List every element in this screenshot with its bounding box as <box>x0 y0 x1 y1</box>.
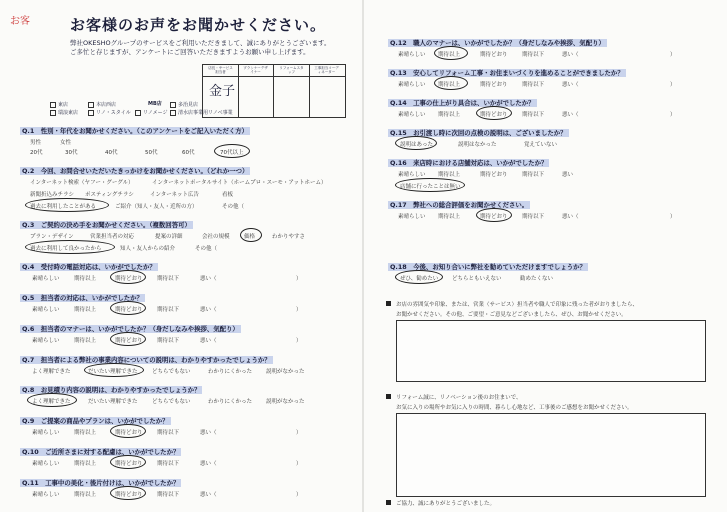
answer-option[interactable]: その他（ <box>195 246 218 252</box>
answer-option[interactable]: 悪い（ <box>562 52 579 58</box>
bracket-close: ） <box>296 492 302 498</box>
answer-option[interactable]: 素晴らしい <box>398 82 426 88</box>
answer-option[interactable]: 勧めたくない <box>520 276 554 282</box>
selection-circle <box>110 455 146 469</box>
stamp-col-4: 工事担当コーディネーター <box>314 66 339 74</box>
answer-option[interactable]: 店舗に行ったことは無い <box>400 184 461 190</box>
stamp-col-1: 店長・サービス担当者 <box>208 66 233 74</box>
question-13: Q.13 安心してリフォーム工事・お住まいづくりを進めることができましたか？ <box>390 69 624 77</box>
answer-option[interactable]: 説明はなかった <box>458 142 497 148</box>
shop-option: 清水店事業用リノベ事業 <box>178 110 233 116</box>
staff-name: 金子 <box>209 84 236 99</box>
question-2: Q.2 今回、お問合せいただいたきっかけをお聞かせください。（どれか一つ） <box>22 167 249 175</box>
answer-option[interactable]: 説明はあった <box>400 142 433 148</box>
answer-option[interactable]: ぜひ、勧めたい <box>400 276 439 282</box>
selection-circle <box>110 424 146 438</box>
selection-circle <box>110 332 146 346</box>
shop-checkbox[interactable] <box>88 110 94 116</box>
answer-option[interactable]: 期待以上 <box>74 492 97 498</box>
answer-option[interactable]: 新聞折込みチラシ <box>30 192 75 198</box>
intro-line-1: 弊社OKESHOグループのサービスをご利用いただきまして、誠にありがとうございます。 <box>70 39 331 47</box>
question-12: Q.12 職人のマナーは、いかがでしたか？（身だしなみや挨拶、気配り） <box>390 39 605 47</box>
answer-option[interactable]: 期待以上 <box>438 214 461 220</box>
answer-option[interactable]: 期待どおり <box>480 82 508 88</box>
answer-option[interactable]: 悪い（ <box>562 112 579 118</box>
answer-option[interactable]: わかりにくかった <box>208 399 253 405</box>
answer-option[interactable]: 30代 <box>65 150 78 156</box>
bracket-close: ） <box>670 82 676 88</box>
answer-option[interactable]: 期待どおり <box>115 276 143 282</box>
answer-option[interactable]: 説明がなかった <box>266 399 305 405</box>
page-title: お客様のお声をお聞かせください。 <box>70 16 327 34</box>
answer-option[interactable]: 素晴らしい <box>398 52 426 58</box>
answer-option[interactable]: 期待以上 <box>74 276 97 282</box>
thank-you-footer: ご協力、誠にありがとうございました。 <box>396 501 496 507</box>
answer-option[interactable]: 素晴らしい <box>398 172 426 178</box>
answer-option[interactable]: 期待どおり <box>480 52 508 58</box>
answer-option[interactable]: 期待以下 <box>157 276 180 282</box>
answer-option[interactable]: だいたい理解できた <box>88 399 138 405</box>
shop-checkbox[interactable] <box>135 110 141 116</box>
answer-option[interactable]: 20代 <box>30 150 43 156</box>
answer-option[interactable]: 50代 <box>145 150 158 156</box>
shop-checkbox[interactable] <box>50 102 56 108</box>
answer-option[interactable]: 期待以上 <box>438 172 461 178</box>
question-9: Q.9 ご提案の商品やプランは、いかがでしたか？ <box>22 417 169 425</box>
answer-option[interactable]: 悪い（ <box>200 307 217 313</box>
intro-line-2: ご多忙と存じますが、アンケートにご回答いただきますようお願い申し上げます。 <box>70 48 310 56</box>
bracket-close: ） <box>296 276 302 282</box>
answer-option[interactable]: プラン・デザイン <box>30 234 74 240</box>
answer-option[interactable]: 素晴らしい <box>32 461 60 467</box>
answer-option[interactable]: 提案の詳細 <box>155 234 183 240</box>
selection-circle <box>476 208 512 222</box>
answer-option[interactable]: その他（ <box>222 204 245 210</box>
answer-option[interactable]: 男性 <box>30 140 42 146</box>
answer-option[interactable]: 期待以下 <box>157 430 180 436</box>
answer-option[interactable]: どちらともいえない <box>452 276 502 282</box>
answer-option[interactable]: 期待以上 <box>74 461 97 467</box>
bracket-close: ） <box>296 307 302 313</box>
answer-option[interactable]: 説明がなかった <box>266 369 305 375</box>
shop-checkbox[interactable] <box>88 102 94 108</box>
answer-option[interactable]: 期待以上 <box>74 430 97 436</box>
selection-circle <box>110 301 146 315</box>
bullet-square <box>386 394 391 399</box>
answer-option[interactable]: 悪い（ <box>562 214 579 220</box>
bracket-close: ） <box>670 214 676 220</box>
answer-option[interactable]: 悪い（ <box>200 461 217 467</box>
question-14: Q.14 工事の仕上がり具合は、いかがでしたか？ <box>390 99 535 107</box>
answer-option[interactable]: どちらでもない <box>152 369 191 375</box>
selection-circle <box>434 46 468 60</box>
answer-option[interactable]: 期待以下 <box>522 52 545 58</box>
bullet-square <box>386 301 391 306</box>
answer-option[interactable]: 看板 <box>222 192 234 198</box>
selection-circle <box>84 363 144 377</box>
selection-circle <box>25 198 109 212</box>
free-text-prompt-1: お店の雰囲気や印象、または、営業（サービス）担当者や職人で印象に残った者がおりましたら、 <box>396 302 639 308</box>
selection-circle <box>395 178 465 192</box>
answer-option[interactable]: 素晴らしい <box>398 214 426 220</box>
shop-checkbox[interactable] <box>170 110 176 116</box>
shop-option: 東店 <box>58 102 69 108</box>
shop-checkbox[interactable] <box>170 102 176 108</box>
answer-option[interactable]: インターネット広告 <box>150 192 200 198</box>
answer-option[interactable]: 期待以上 <box>438 82 461 88</box>
stamp-col-2: プランナーデザイナー <box>243 66 268 74</box>
shop-option: リノ・スタイル <box>96 110 131 116</box>
answer-option[interactable]: 期待どおり <box>480 214 508 220</box>
bracket-close: ） <box>670 112 676 118</box>
selection-circle <box>25 240 115 254</box>
answer-option[interactable]: わかりにくかった <box>208 369 253 375</box>
stamp-col-3: リフォームスタッフ <box>279 66 304 74</box>
question-15: Q.15 お引渡し時に次回の点検の説明は、ございましたか？ <box>390 129 567 137</box>
answer-option[interactable]: 期待どおり <box>480 172 508 178</box>
bracket-close: ） <box>670 52 676 58</box>
shop-option: リノメージ <box>143 110 168 116</box>
company-logo: お客 <box>10 16 30 27</box>
answer-option[interactable]: 期待以上 <box>438 52 461 58</box>
selection-circle <box>27 393 77 407</box>
selection-circle <box>434 76 468 90</box>
answer-option[interactable]: インターネットポータルサイト（ホームプロ・スーモ・アットホーム） <box>152 180 327 186</box>
shop-option: 本店西店 <box>96 102 117 108</box>
free-text-prompt-1b: お聞かせください。その他、ご要望・ご意見などございましたら、ぜひ、お聞かせください。 <box>396 312 627 318</box>
answer-option[interactable]: 悪い（ <box>200 338 217 344</box>
free-text-box-1[interactable] <box>396 320 706 382</box>
answer-option[interactable]: 女性 <box>60 140 72 146</box>
question-8: Q.8 お見積り内容の説明は、わかりやすかったでしょうか？ <box>22 386 201 394</box>
question-10: Q.10 ご近所さまに対する配慮は、いかがでしたか？ <box>22 448 180 456</box>
shop-checkbox[interactable] <box>50 110 56 116</box>
selection-circle <box>395 136 437 150</box>
answer-option[interactable]: 素晴らしい <box>32 430 60 436</box>
answer-option[interactable]: 70代以上 <box>220 150 244 156</box>
question-5: Q.5 担当者の対応は、いかがでしたか？ <box>22 294 143 302</box>
answer-option[interactable]: 期待どおり <box>115 307 143 313</box>
answer-option[interactable]: 期待以下 <box>157 492 180 498</box>
question-6: Q.6 担当者のマナーは、いかがでしたか？（身だしなみや挨拶、気配り） <box>22 325 239 333</box>
bracket-close: ） <box>296 430 302 436</box>
answer-option[interactable]: 会社の規模 <box>202 234 230 240</box>
answer-option[interactable]: 期待以下 <box>157 338 180 344</box>
answer-option[interactable]: 期待以下 <box>522 172 545 178</box>
answer-option[interactable]: 素晴らしい <box>32 276 60 282</box>
answer-option[interactable]: 悪い（ <box>562 82 579 88</box>
answer-option[interactable]: 期待どおり <box>480 112 508 118</box>
question-3: Q.3 ご契約の決め手をお聞かせください。（複数回答可） <box>22 221 191 229</box>
selection-circle <box>395 270 443 284</box>
answer-option[interactable]: 期待どおり <box>115 338 143 344</box>
question-16: Q.16 来店時における店舗対応は、いかがでしたか？ <box>390 159 548 167</box>
answer-option[interactable]: 期待どおり <box>115 461 143 467</box>
question-7: Q.7 担当者による弊社の事業内容についての説明は、わかりやすかったでしょうか？ <box>22 356 271 364</box>
answer-option[interactable]: 素晴らしい <box>32 492 60 498</box>
selection-circle <box>110 486 146 500</box>
free-text-prompt-2: リフォーム誠に、リノベーション後のお住まいで、 <box>396 395 522 401</box>
answer-option[interactable]: 過去に利用したことがある <box>30 204 97 210</box>
bracket-close: ） <box>296 461 302 467</box>
answer-option[interactable]: 悪い（ <box>200 492 217 498</box>
answer-option[interactable]: 期待以下 <box>157 461 180 467</box>
selection-circle <box>240 228 262 242</box>
question-11: Q.11 工事中の美化・後片付けは、いかがでしたか？ <box>22 479 180 487</box>
answer-option[interactable]: 期待以上 <box>74 338 97 344</box>
answer-option[interactable]: 価格 <box>244 234 256 240</box>
answer-option[interactable]: インターネット検索（ヤフー・グーグル） <box>30 180 134 186</box>
shop-option: 多治見店 <box>178 102 199 108</box>
selection-circle <box>476 106 512 120</box>
answer-option[interactable]: 知人・友人からの紹介 <box>120 246 176 252</box>
answer-option[interactable]: 期待以下 <box>522 214 545 220</box>
shop-option: MB店 <box>148 101 162 107</box>
shop-option: 瑞浪東店 <box>58 110 79 116</box>
question-17: Q.17 弊社への総合評価をお聞かせください。 <box>390 201 529 209</box>
answer-option[interactable]: どちらでもない <box>152 399 191 405</box>
answer-option[interactable]: 60代 <box>182 150 195 156</box>
answer-option[interactable]: よく理解できた <box>32 369 71 375</box>
bracket-close: ） <box>296 338 302 344</box>
answer-option[interactable]: わかりやすさ <box>272 234 306 240</box>
answer-option[interactable]: よく理解できた <box>32 399 71 405</box>
answer-option[interactable]: 期待以上 <box>74 307 97 313</box>
answer-option[interactable]: 期待以上 <box>438 112 461 118</box>
answer-option[interactable]: 期待以下 <box>522 82 545 88</box>
fold-line <box>362 0 364 512</box>
answer-option[interactable]: 過去に利用して良かったから <box>30 246 102 252</box>
answer-option[interactable]: 素晴らしい <box>32 338 60 344</box>
answer-option[interactable]: 覚えていない <box>524 142 558 148</box>
bullet-square <box>386 500 391 505</box>
answer-option[interactable]: 悪い <box>562 172 574 178</box>
answer-option[interactable]: 期待どおり <box>115 430 143 436</box>
selection-circle <box>214 144 250 158</box>
answer-option[interactable]: 営業担当者の対応 <box>90 234 135 240</box>
free-text-box-2[interactable] <box>396 413 706 497</box>
answer-option[interactable]: 40代 <box>105 150 118 156</box>
answer-option[interactable]: 素晴らしい <box>398 112 426 118</box>
question-4: Q.4 受付時の電話対応は、いかがでしたか？ <box>22 263 156 271</box>
free-text-prompt-2b: お気に入りの場所やお気に入りの時間、暮らし心地など、工事後のご感想をお聞かせください。 <box>396 405 633 411</box>
answer-option[interactable]: 素晴らしい <box>32 307 60 313</box>
answer-option[interactable]: 悪い（ <box>200 276 217 282</box>
answer-option[interactable]: だいたい理解できた <box>88 369 138 375</box>
answer-option[interactable]: ご紹介（知人・友人・近所の方） <box>115 204 198 210</box>
answer-option[interactable]: 期待以下 <box>157 307 180 313</box>
answer-option[interactable]: ポスティングチラシ <box>85 192 134 198</box>
answer-option[interactable]: 期待以下 <box>522 112 545 118</box>
question-1: Q.1 性別・年代をお聞かせください。（このアンケートをご記入いただく方） <box>22 127 249 135</box>
answer-option[interactable]: 悪い（ <box>200 430 217 436</box>
selection-circle <box>110 270 146 284</box>
answer-option[interactable]: 期待どおり <box>115 492 143 498</box>
question-18: Q.18 今後、お知り合いに弊社を勧めていただけますでしょうか？ <box>390 263 586 271</box>
